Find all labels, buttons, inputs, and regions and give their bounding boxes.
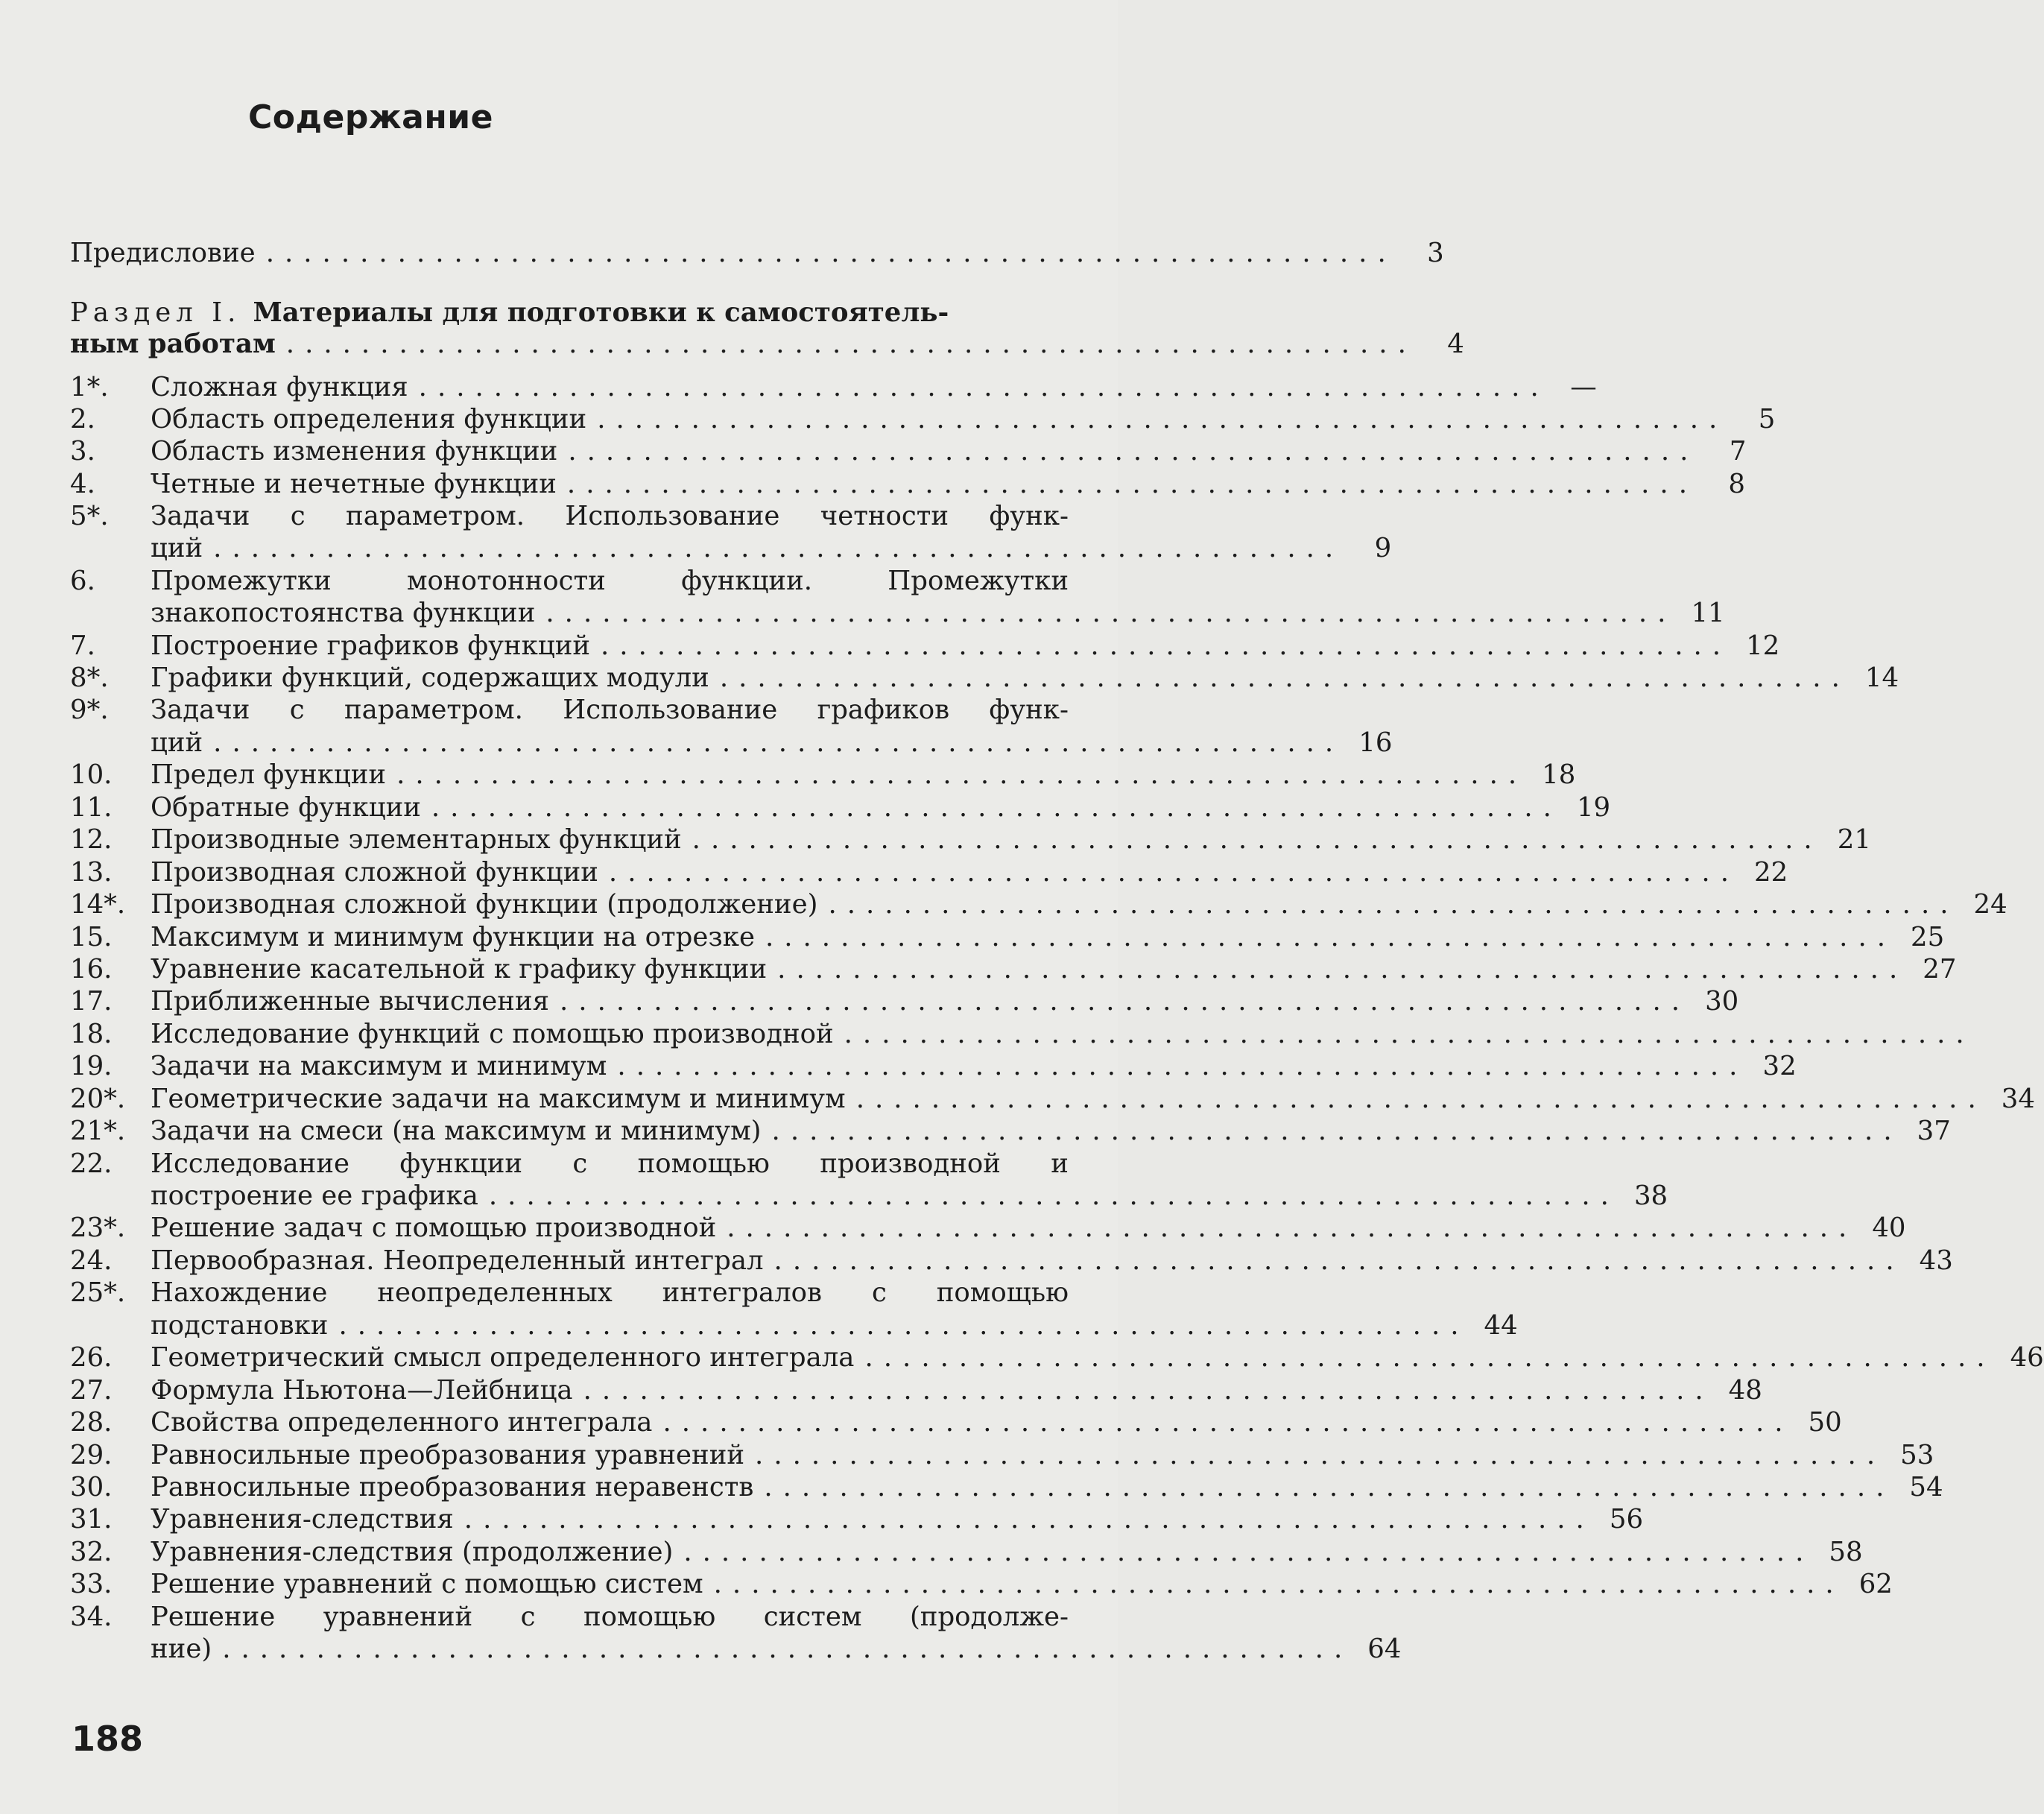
toc-entry-number: 11. — [70, 792, 113, 823]
toc-page-number: 44 — [1484, 1310, 1518, 1341]
toc-page-number: 9 — [1374, 533, 1392, 563]
toc-entry-continuation — [70, 1309, 1518, 1342]
toc-page-number: 12 — [1746, 631, 1780, 661]
toc-entry-title: Решение задач с помощью производной — [151, 1213, 717, 1243]
toc-entry-number: 26. — [70, 1342, 113, 1373]
toc-entry-number: 5*. — [70, 501, 109, 531]
toc-page-number: 37 — [1917, 1116, 1951, 1146]
toc-leader-dots: ............................................................ — [777, 954, 1908, 985]
toc-entry-number: 2. — [70, 404, 95, 434]
toc-entry-title: Решение уравнений с помощью систем (продолже- — [151, 1602, 1069, 1632]
toc-page-number: 5 — [1758, 404, 1776, 434]
toc-entry — [70, 1018, 1975, 1051]
toc-entry-number: 33. — [70, 1569, 113, 1599]
bleed-through-text — [60, 119, 68, 149]
toc-entry-number: 6. — [70, 566, 95, 596]
toc-page-number: 34 — [2001, 1084, 2035, 1114]
toc-entry — [70, 662, 1899, 695]
toc-leader-dots: ............................................................ — [727, 1213, 1858, 1243]
toc-page-number: 62 — [1858, 1569, 1893, 1599]
toc-entry — [70, 1439, 1934, 1472]
toc-entry-title: Решение уравнений с помощью систем — [151, 1569, 703, 1599]
toc-entry-title: Равносильные преобразования неравенств — [151, 1472, 754, 1502]
toc-entry-title-cont: ций — [151, 727, 203, 758]
toc-leader-dots: ............................................................ — [617, 1051, 1748, 1081]
toc-page-number: 14 — [1864, 663, 1899, 693]
toc-page-number: 22 — [1754, 857, 1788, 888]
toc-entry — [70, 1601, 1069, 1634]
toc-entry-title: Область изменения функции — [151, 436, 558, 467]
toc-entry — [70, 1245, 1953, 1277]
toc-entry-title: Свойства определенного интеграла — [151, 1407, 653, 1438]
toc-entry-title: Уравнение касательной к графику функции — [151, 954, 768, 985]
toc-entry — [70, 1374, 1762, 1407]
toc-leader-dots: ............................................................ — [418, 372, 1549, 402]
toc-entry-title-cont: ций — [151, 533, 203, 563]
toc-page-number: 3 — [1427, 238, 1444, 268]
toc-entry — [70, 1115, 1951, 1148]
toc-entry-number: 15. — [70, 922, 113, 952]
toc-entry-title: Максимум и минимум функции на отрезке — [151, 922, 755, 952]
toc-entry-number: 9*. — [70, 695, 109, 725]
toc-entry-number: 27. — [70, 1375, 113, 1406]
toc-entry-number: 31. — [70, 1504, 113, 1535]
toc-entry-title: Предел функции — [151, 759, 387, 790]
toc-entry-number: 20*. — [70, 1084, 126, 1114]
toc-entry — [70, 565, 1069, 598]
toc-entry-continuation — [70, 597, 1725, 630]
toc-section-title: Материалы для подготовки к самостоятель- — [253, 297, 949, 328]
toc-leader-dots: ............................................................ — [855, 1084, 1987, 1114]
toc-page-number: 19 — [1576, 792, 1611, 823]
toc-page-number: 58 — [1829, 1537, 1863, 1567]
toc-leader-dots: ............................................................ — [338, 1310, 1469, 1341]
toc-entry-number: 13. — [70, 857, 113, 888]
toc-entry — [70, 1503, 1644, 1536]
toc-entry — [70, 921, 1945, 954]
toc-entry — [70, 1148, 1069, 1181]
toc-leader-dots: ............................................................ — [568, 436, 1699, 467]
toc-entry-number: 1*. — [70, 372, 109, 402]
toc-entry — [70, 468, 1745, 501]
page-number: 188 — [72, 1719, 144, 1759]
toc-entry — [70, 953, 1957, 986]
toc-entry — [70, 1536, 1863, 1569]
toc-page-number: 30 — [1705, 986, 1739, 1017]
toc-entry-title: Геометрические задачи на максимум и минимум — [151, 1084, 846, 1114]
toc-entry-number: 18. — [70, 1019, 113, 1049]
toc-leader-dots: ............................................................ — [601, 631, 1732, 661]
toc-entry — [70, 403, 1776, 436]
toc-entry — [70, 985, 1739, 1018]
toc-entry — [70, 1568, 1893, 1601]
toc-entry-number: 22. — [70, 1148, 113, 1179]
toc-entry-title: Построение графиков функций — [151, 631, 591, 661]
toc-entry-title: Формула Ньютона—Лейбница — [151, 1375, 573, 1406]
toc-entry — [70, 1277, 1069, 1309]
toc-leader-dots: ............................................................ — [773, 1245, 1905, 1276]
toc-entry — [70, 1471, 1943, 1504]
toc-entry-number: 21*. — [70, 1116, 126, 1146]
toc-entry-title: Уравнения-следствия (продолжение) — [151, 1537, 674, 1567]
toc-leader-dots: ............................................................ — [396, 759, 1528, 790]
toc-entry-title: Задачи с параметром. Использование четности функ- — [151, 501, 1069, 531]
toc-entry-title: Производная сложной функции — [151, 857, 598, 888]
toc-page-number: 38 — [1633, 1181, 1668, 1211]
toc-leader-dots: ............................................................ — [828, 889, 1959, 920]
toc-leader-dots: ............................................................ — [213, 727, 1344, 758]
toc-page-number: 50 — [1808, 1407, 1842, 1438]
toc-entry-continuation — [70, 1633, 1402, 1666]
toc-page-number: 48 — [1728, 1375, 1762, 1406]
toc-leader-dots: ............................................................ — [431, 792, 1562, 823]
toc-entry-title: Задачи на максимум и минимум — [151, 1051, 607, 1081]
toc-entry — [70, 888, 2007, 921]
toc-leader-dots: ............................................................ — [765, 922, 1896, 952]
toc-leader-dots: ............................................................ — [608, 857, 1739, 888]
toc-entry-title: Предисловие — [70, 238, 256, 268]
toc-entry-title: Производная сложной функции (продолжение) — [151, 889, 818, 920]
toc-page-number: 32 — [1762, 1051, 1797, 1081]
toc-page-number: 53 — [1900, 1440, 1934, 1470]
toc-leader-dots: ............................................................ — [597, 404, 1728, 434]
toc-entry — [70, 1050, 1797, 1083]
toc-entry-number: 28. — [70, 1407, 113, 1438]
toc-page-number: 7 — [1729, 436, 1747, 467]
toc-entry-title: Обратные функции — [151, 792, 421, 823]
toc-entry-continuation — [70, 727, 1393, 759]
toc-entry-continuation — [70, 532, 1392, 565]
toc-leader-dots: ............................................................ — [566, 469, 1697, 499]
toc-entry-title: Геометрический смысл определенного интеграла — [151, 1342, 855, 1373]
toc-page-number: 18 — [1542, 759, 1576, 790]
toc-entry-title: Приближенные вычисления — [151, 986, 549, 1017]
toc-entry-title: Сложная функция — [151, 372, 408, 402]
toc-page-number: 25 — [1911, 922, 1945, 952]
toc-page-number: — — [1570, 372, 1597, 402]
toc-leader-dots: ............................................................ — [764, 1472, 1895, 1502]
toc-entry — [70, 1212, 1906, 1245]
toc-page-number: 56 — [1609, 1504, 1644, 1535]
toc-entry-title-cont: ным работам — [70, 329, 276, 359]
toc-entry-title: Производные элементарных функций — [151, 824, 682, 855]
toc-leader-dots: ............................................................ — [683, 1537, 1814, 1567]
toc-page-number: 4 — [1447, 329, 1464, 359]
toc-entry-title: Четные и нечетные функции — [151, 469, 557, 499]
toc-entry-title: Задачи с параметром. Использование графиков функ- — [151, 695, 1069, 725]
toc-entry-number: 19. — [70, 1051, 113, 1081]
toc-entry-number: 4. — [70, 469, 95, 499]
toc-leader-dots: ............................................................ — [662, 1407, 1794, 1438]
toc-entry-title: Уравнения-следствия — [151, 1504, 454, 1535]
toc-leader-dots: ............................................................ — [222, 1634, 1353, 1664]
toc-entry — [70, 435, 1747, 468]
toc-entry-number: 16. — [70, 954, 113, 985]
toc-entry-number: 8*. — [70, 663, 109, 693]
toc-entry-continuation — [70, 1180, 1668, 1213]
toc-entry — [70, 791, 1611, 824]
toc-entry — [70, 1341, 2044, 1374]
toc-leader-dots: ............................................................ — [265, 238, 1396, 268]
toc-entry — [70, 500, 1069, 533]
toc-entry — [70, 630, 1780, 663]
toc-entry-title-cont: подстановки — [151, 1310, 329, 1341]
toc-page-number: 64 — [1367, 1634, 1402, 1664]
toc-page-number: 8 — [1728, 469, 1745, 499]
toc-leader-dots: ............................................................ — [755, 1440, 1886, 1470]
toc-entry-title: Промежутки монотонности функции. Промежутки — [151, 566, 1069, 596]
toc-page-number: 16 — [1358, 727, 1393, 758]
toc-entry-title: Область определения функции — [151, 404, 587, 434]
toc-entry-number: 29. — [70, 1440, 113, 1470]
toc-entry-number: 17. — [70, 986, 113, 1017]
toc-entry-number: 14*. — [70, 889, 126, 920]
page-title: Содержание — [248, 98, 493, 136]
toc-entry — [70, 371, 1597, 404]
toc-entry-title: Нахождение неопределенных интегралов с помощью — [151, 1277, 1069, 1308]
toc-entry-title: Исследование функции с помощью производной и — [151, 1148, 1069, 1179]
toc-page-number: 21 — [1837, 824, 1871, 855]
toc-leader-dots: ............................................................ — [463, 1504, 1595, 1535]
toc-entry-number: 34. — [70, 1602, 113, 1632]
toc-entry-number: 32. — [70, 1537, 113, 1567]
toc-entry — [70, 759, 1576, 791]
toc-leader-dots: ............................................................ — [488, 1181, 1619, 1211]
toc-section-prefix: Раздел I. — [70, 297, 241, 328]
toc-entry-number: 3. — [70, 436, 95, 467]
toc-entry — [70, 824, 1871, 856]
toc-leader-dots: ............................................................ — [583, 1375, 1714, 1406]
toc-leader-dots: ............................................................ — [213, 533, 1344, 563]
toc-entry — [70, 694, 1069, 727]
toc-leader-dots: ............................................................ — [844, 1019, 1975, 1049]
toc-leader-dots: ............................................................ — [692, 824, 1823, 855]
toc-page-number: 46 — [2010, 1342, 2044, 1373]
toc-entry-number: 30. — [70, 1472, 113, 1502]
toc-leader-dots: ............................................................ — [864, 1342, 1996, 1373]
toc-entry — [70, 1406, 1842, 1439]
toc-entry-number: 10. — [70, 759, 113, 790]
toc-leader-dots: ............................................................ — [285, 329, 1417, 359]
toc-entry-number: 24. — [70, 1245, 113, 1276]
toc-entry-number: 12. — [70, 824, 113, 855]
toc-page-number: 54 — [1909, 1472, 1943, 1502]
toc-entry-title: Задачи на смеси (на максимум и минимум) — [151, 1116, 762, 1146]
toc-page-number: 40 — [1872, 1213, 1906, 1243]
toc-entry-title-cont: знакопостоянства функции — [151, 598, 536, 628]
toc-entry-number: 23*. — [70, 1213, 126, 1243]
toc-leader-dots: ............................................................ — [771, 1116, 1902, 1146]
toc-entry-title: Первообразная. Неопределенный интеграл — [151, 1245, 764, 1276]
toc-page-number: 24 — [1973, 889, 2007, 920]
toc-leader-dots: ............................................................ — [719, 663, 1850, 693]
toc-leader-dots: ............................................................ — [560, 986, 1691, 1017]
toc-entry-title: Графики функций, содержащих модули — [151, 663, 709, 693]
toc-entry-title: Исследование функций с помощью производной — [151, 1019, 834, 1049]
toc-entry — [70, 1083, 2035, 1116]
toc-page-number: 11 — [1691, 598, 1725, 628]
toc-entry-title-cont: ние) — [151, 1634, 212, 1664]
toc-entry-number: 25*. — [70, 1277, 126, 1308]
toc-entry-number: 7. — [70, 631, 95, 661]
toc-entry — [70, 297, 1069, 329]
toc-entry-continuation — [70, 328, 1464, 361]
toc-entry-title-cont: построение ее графика — [151, 1181, 478, 1211]
toc-entry — [70, 856, 1788, 889]
toc-leader-dots: ............................................................ — [545, 598, 1677, 628]
toc-page-number: 27 — [1923, 954, 1957, 985]
toc-leader-dots: ............................................................ — [713, 1569, 1844, 1599]
toc-page-number: 43 — [1919, 1245, 1953, 1276]
toc-entry-title: Равносильные преобразования уравнений — [151, 1440, 745, 1470]
toc-entry — [70, 237, 1444, 270]
